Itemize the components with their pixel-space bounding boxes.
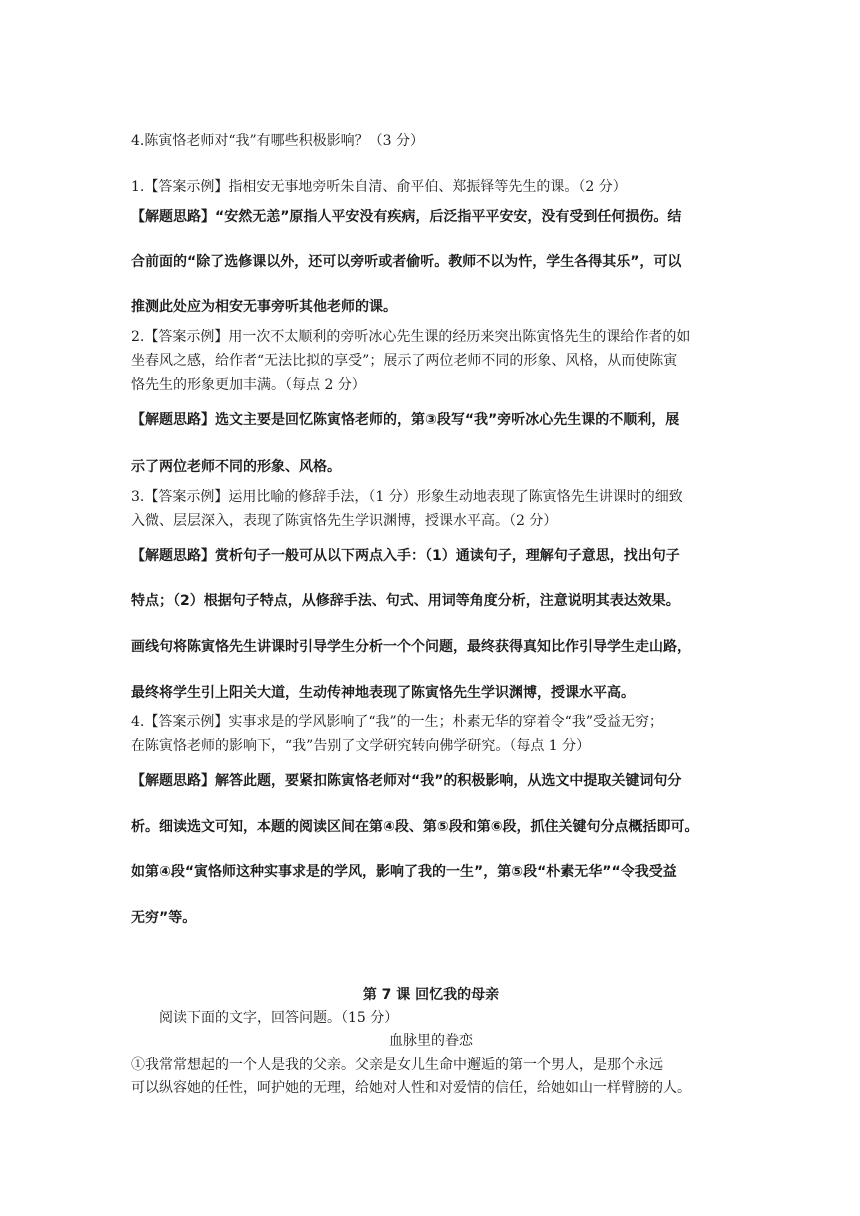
analysis-3-line-1: 【解题思路】赏析句子一般可从以下两点入手：（1）通读句子，理解句子意思，找出句子 bbox=[131, 548, 680, 564]
analysis-1-line-3: 推测此处应为相安无事旁听其他老师的课。 bbox=[131, 299, 397, 315]
answer-3-line-2: 入微、层层深入，表现了陈寅恪先生学识渊博，授课水平高。（2 分） bbox=[131, 513, 558, 529]
paragraph-1-line-2: 可以纵容她的任性，呵护她的无理，给她对人性和对爱情的信任，给她如山一样臂膀的人。 bbox=[131, 1080, 691, 1096]
analysis-2-line-2: 示了两位老师不同的形象、风格。 bbox=[131, 459, 341, 475]
analysis-3-line-4: 最终将学生引上阳关大道，生动传神地表现了陈寅恪先生学识渊博，授课水平高。 bbox=[131, 685, 635, 701]
analysis-1-line-1: 【解题思路】“安然无恙”原指人平安没有疾病，后泛指平平安安，没有受到任何损伤。结 bbox=[131, 209, 682, 225]
instruction-text: 阅读下面的文字，回答问题。（15 分） bbox=[159, 1010, 399, 1026]
analysis-4-line-1: 【解题思路】解答此题，要紧扣陈寅恪老师对“我”的积极影响，从选文中提取关键词句分 bbox=[131, 773, 682, 789]
answer-2-line-1: 2.【答案示例】用一次不太顺利的旁听冰心先生课的经历来突出陈寅恪先生的课给作者的如 bbox=[131, 329, 691, 345]
question-4: 4.陈寅恪老师对“我”有哪些积极影响？（3 分） bbox=[131, 133, 425, 149]
answer-4-line-1: 4.【答案示例】实事求是的学风影响了“我”的一生；朴素无华的穿着令“我”受益无穷； bbox=[131, 714, 663, 730]
analysis-4-line-2: 析。细读选文可知，本题的阅读区间在第④段、第⑤段和第⑥段，抓住关键句分点概括即可。 bbox=[131, 819, 699, 835]
answer-2-line-3: 恪先生的形象更加丰满。（每点 2 分） bbox=[131, 377, 366, 393]
answer-3-line-1: 3.【答案示例】运用比喻的修辞手法，（1 分）形象生动地表现了陈寅恪先生讲课时的细致 bbox=[131, 489, 683, 505]
lesson-title: 第 7 课 回忆我的母亲 bbox=[362, 987, 500, 1003]
analysis-4-line-4: 无穷”等。 bbox=[131, 910, 197, 926]
analysis-3-line-3: 画线句将陈寅恪先生讲课时引导学生分析一个个问题，最终获得真知比作引导学生走山路， bbox=[131, 639, 691, 655]
answer-4-line-2: 在陈寅恪老师的影响下，“我”告别了文学研究转向佛学研究。（每点 1 分） bbox=[131, 738, 591, 754]
analysis-1-line-2: 合前面的“除了选修课以外，还可以旁听或者偷听。教师不以为忤，学生各得其乐”，可以 bbox=[131, 254, 682, 270]
passage-title: 血脉里的眷恋 bbox=[389, 1033, 473, 1049]
paragraph-1-line-1: ①我常常想起的一个人是我的父亲。父亲是女儿生命中邂逅的第一个男人，是那个永远 bbox=[131, 1057, 663, 1073]
analysis-2-line-1: 【解题思路】选文主要是回忆陈寅恪老师的，第③段写“我”旁听冰心先生课的不顺利，展 bbox=[131, 412, 680, 428]
analysis-4-line-3: 如第④段“寅恪师这种实事求是的学风，影响了我的一生”，第⑤段“朴素无华”“令我受益 bbox=[131, 864, 677, 880]
analysis-3-line-2: 特点；（2）根据句子特点，从修辞手法、句式、用词等角度分析，注意说明其表达效果。 bbox=[131, 593, 680, 609]
answer-2-line-2: 坐春风之感，给作者“无法比拟的享受”；展示了两位老师不同的形象、风格，从而使陈寅 bbox=[131, 353, 678, 369]
answer-1: 1.【答案示例】指相安无事地旁听朱自清、俞平伯、郑振铎等先生的课。（2 分） bbox=[131, 179, 627, 195]
